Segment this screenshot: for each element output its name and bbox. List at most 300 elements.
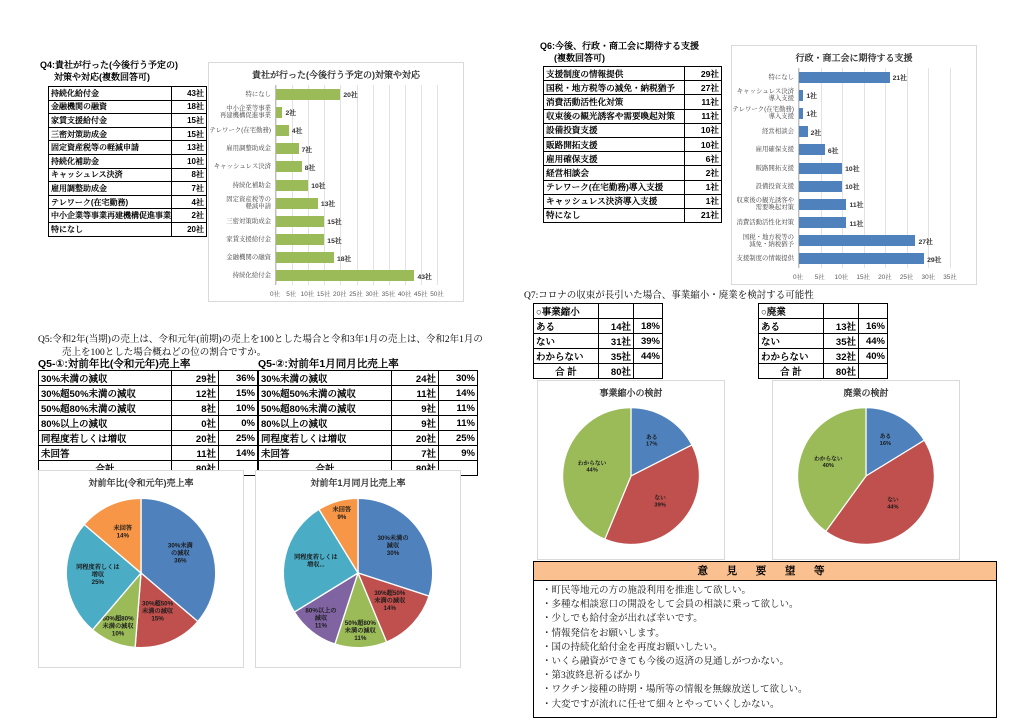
bar-category-label: 固定資産税等の 軽減申請 [226, 196, 271, 211]
q5-row-pct: 25% [439, 431, 478, 446]
q4-row-label: 特になし [49, 222, 172, 236]
bar-row [799, 177, 950, 195]
q6-row-value: 1社 [685, 180, 722, 194]
opinion-item: ・少しでも給付金が出れば幸いです。 [542, 614, 703, 625]
q6-row-label: 経営相談会 [544, 166, 685, 180]
q5-table1-row [39, 401, 258, 416]
bar-category-label: 経営相談会 [762, 128, 794, 136]
q6-bar-chart [731, 45, 977, 285]
bar-value-label: 11社 [849, 202, 864, 210]
q4-row-value: 10社 [172, 154, 207, 168]
opinion-item: ・いくら融資ができても今後の返済の見通しがつかない。 [542, 657, 790, 668]
bar-category-label: 収束後の観光誘客や 需要喚起対策 [736, 197, 794, 212]
bar [276, 180, 308, 191]
q4-table [48, 86, 207, 237]
bar-value-label: 6社 [827, 147, 839, 155]
bar [276, 234, 324, 245]
pie-slice-label: 同程度若しくは増収... [294, 554, 338, 569]
q5-table2 [258, 370, 478, 476]
bar [276, 270, 414, 281]
q7-table2-title: ○廃業 [759, 304, 824, 319]
bar-category-label: 中小企業等事業 再建機構促進事業 [219, 105, 271, 120]
bar-category-label: 特になし [768, 73, 794, 81]
pie-slice-label: 50%超80%未満の減収 10% [102, 615, 134, 638]
q7-row-label: ある [534, 319, 599, 334]
pie-slice-label: ある 16% [879, 434, 892, 447]
q5-row-count: 11社 [172, 446, 219, 461]
q7-table1-row [534, 349, 663, 364]
q4-table-title-line1: Q4:貴社が行った(今後行う予定の) [40, 60, 178, 70]
bar-row [276, 121, 437, 139]
q6-row-value: 27社 [685, 81, 722, 95]
q5-row-label: 同程度若しくは増収 [39, 431, 172, 446]
pie-slice-label: 同程度若しくは増収 25% [76, 563, 120, 586]
q6-row-value: 10社 [685, 123, 722, 137]
q7-total-empty [634, 364, 663, 379]
q4-row-label: テレワーク(在宅勤務) [49, 195, 172, 209]
bar-value-label: 1社 [806, 93, 817, 101]
opinion-item: ・大変ですが流れに任せて細々とやっていくしかない。 [542, 699, 780, 710]
q5-row-label: 50%超80%未満の減収 [39, 401, 172, 416]
x-axis-tick-label: 25社 [349, 291, 363, 298]
bar [276, 216, 324, 227]
q4-row-label: 持続化給付金 [49, 87, 172, 101]
q4-row-value: 13社 [172, 141, 207, 155]
q7-table2 [758, 303, 888, 379]
q5-row-count: 8社 [172, 401, 219, 416]
q5-table2-row [259, 386, 478, 401]
q7-table1-title-row [534, 304, 663, 319]
q6-row-value: 29社 [685, 67, 722, 81]
q5-row-pct: 11% [439, 416, 478, 431]
q4-table-row [49, 100, 207, 114]
q5-pie1-chart [38, 470, 244, 668]
q6-table-row [544, 152, 722, 166]
q5-row-count: 20社 [172, 431, 219, 446]
x-axis-tick-label: 20社 [333, 291, 347, 298]
bar [799, 199, 846, 210]
q6-chart-category-labels [732, 68, 798, 268]
pie-slice-label: わからない 44% [577, 460, 607, 474]
q4-row-value: 20社 [172, 222, 207, 236]
bar-row [276, 85, 437, 103]
q6-row-label: 消費活動活性化対策 [544, 95, 685, 109]
gridline [950, 68, 951, 268]
bar [276, 89, 340, 100]
q7-pie2-title: 廃業の検討 [843, 388, 889, 398]
q5-table1-row [39, 386, 258, 401]
q6-table-row [544, 123, 722, 137]
q5-row-count: 9社 [392, 416, 439, 431]
q4-table-title-line2: 対策や対応(複数回答可) [54, 71, 150, 82]
pie [542, 400, 720, 552]
bar-row [799, 86, 950, 104]
bar-category-label: 国税・地方税等の 減免・納税猶予 [742, 233, 794, 248]
x-axis-tick-label: 5社 [286, 291, 297, 298]
opinion-item: ・町民等地元の方の施設利用を推進して欲しい。 [542, 586, 752, 596]
bar-value-label: 15社 [327, 237, 342, 245]
q5-row-label: 30%未満の減収 [39, 371, 172, 386]
q6-row-value: 2社 [685, 166, 722, 180]
opinion-item: ・情報発信をお願いします。 [542, 628, 665, 639]
bar [276, 143, 299, 154]
bar [276, 161, 302, 172]
q4-row-label: 中小企業等事業再建機構促進事業 [49, 209, 172, 223]
bar [276, 252, 334, 263]
q4-row-value: 8社 [172, 168, 207, 182]
q7-table1 [533, 303, 663, 379]
pie-slice-label: 30%未満の減収 36% [167, 542, 193, 565]
q5-table2-row [259, 446, 478, 461]
q4-table-row [49, 195, 207, 209]
q7-pie1-chart [537, 380, 725, 560]
q7-row-count: 14社 [599, 319, 634, 334]
q4-bar-chart [208, 62, 464, 302]
q7-row-pct: 16% [859, 319, 888, 334]
q4-table-row [49, 141, 207, 155]
q7-table2-row [759, 334, 888, 349]
q7-title-empty [824, 304, 859, 319]
q4-row-label: 三密対策助成金 [49, 127, 172, 141]
opinion-item: ・多種な相談窓口の開設をして会員の相談に乗って欲しい。 [542, 600, 799, 611]
q5-intro-line1: Q5:令和2年(当期)の売上は、令和元年(前期)の売上を100とした場合と令和3年1月の売上は、令和2年1月の [38, 335, 483, 345]
q6-row-label: 設備投資支援 [544, 123, 685, 137]
q4-row-label: 持続化補助金 [49, 154, 172, 168]
q5-row-pct: 11% [439, 401, 478, 416]
q7-total-label: 合 計 [534, 364, 599, 379]
bar-value-label: 11社 [849, 220, 864, 228]
bar-value-label: 10社 [845, 166, 860, 174]
q5-table2-title: Q5-②:対前年1月同月比売上率 [258, 358, 399, 370]
q6-row-label: キャッシュレス決済導入支援 [544, 194, 685, 208]
q7-title-empty [859, 304, 888, 319]
q7-row-pct: 18% [634, 319, 663, 334]
q4-row-value: 2社 [172, 209, 207, 223]
opinion-item: ・ワクチン接種の時期・場所等の情報を無線放送して欲しい。 [542, 685, 808, 696]
q5-row-count: 9社 [392, 401, 439, 416]
bar [799, 217, 846, 228]
q4-row-label: 金融機関の融資 [49, 100, 172, 114]
pie-slice-label: 80%以上の減収 11% [305, 607, 337, 630]
q7-row-pct: 39% [634, 334, 663, 349]
q7-row-count: 13社 [824, 319, 859, 334]
x-axis-tick-label: 45社 [414, 291, 428, 298]
q5-row-count: 0社 [172, 416, 219, 431]
bar-row [799, 214, 950, 232]
bar [799, 108, 803, 119]
q6-table [543, 66, 722, 223]
bar-row [799, 141, 950, 159]
bar-row [799, 195, 950, 213]
q5-table1-title: Q5-①:対前年比(令和元年)売上率 [38, 358, 191, 370]
bar-row [276, 103, 437, 121]
q4-table-row [49, 222, 207, 236]
q5-row-pct: 15% [219, 386, 258, 401]
q4-row-value: 15社 [172, 114, 207, 128]
q6-chart-x-axis [793, 272, 957, 282]
q6-table-row [544, 208, 722, 222]
q7-title-empty [599, 304, 634, 319]
bar-value-label: 29社 [927, 256, 942, 264]
q5-row-pct: 25% [219, 431, 258, 446]
bar-row [799, 159, 950, 177]
bar-value-label: 1社 [806, 111, 817, 119]
bar [799, 144, 825, 155]
q6-table-title [540, 41, 699, 64]
q5-intro-line2: 売上を100とした場合概ねどの位の割合ですか。 [62, 347, 267, 358]
bar-value-label: 20社 [343, 92, 358, 100]
q6-table-row [544, 137, 722, 151]
x-axis-tick-label: 15社 [856, 274, 870, 281]
x-axis-tick-label: 10社 [834, 274, 849, 281]
bar-row [276, 212, 437, 230]
q6-chart-title: 行政・商工会に期待する支援 [795, 53, 913, 63]
q5-row-label: 50%超80%未満の減収 [259, 401, 392, 416]
q5-table1-row [39, 446, 258, 461]
q5-row-count: 11社 [392, 386, 439, 401]
pie-slice-label: 未回答 9% [332, 506, 352, 522]
q4-row-label: 固定資産税等の軽減申請 [49, 141, 172, 155]
q7-table2-row [759, 319, 888, 334]
q4-row-value: 4社 [172, 195, 207, 209]
q6-table-row [544, 67, 722, 81]
bar-category-label: 家賃支援給付金 [226, 236, 271, 244]
bar-category-label: 持続化給付金 [232, 272, 271, 280]
bar-category-label: 設備投資支援 [755, 182, 794, 190]
x-axis-tick-label: 25社 [899, 274, 914, 281]
bar-category-label: 雇用調整助成金 [226, 145, 271, 153]
bar [799, 163, 842, 174]
bar [276, 198, 318, 209]
bar-row [799, 123, 950, 141]
opinion-item: ・国の持続化給付金を再度お願いしたい。 [542, 642, 723, 653]
q5-row-count: 24社 [392, 371, 439, 386]
bar-category-label: 持続化補助金 [232, 181, 271, 189]
q5-row-pct: 10% [219, 401, 258, 416]
bar [799, 126, 808, 137]
q6-row-value: 11社 [685, 95, 722, 109]
q4-row-label: キャッシュレス決済 [49, 168, 172, 182]
q5-row-pct: 14% [219, 446, 258, 461]
q5-row-pct: 9% [439, 446, 478, 461]
bar-category-label: 三密対策助成金 [226, 217, 271, 225]
q6-row-label: 支援制度の情報提供 [544, 67, 685, 81]
x-axis-tick-label: 50社 [430, 291, 444, 298]
q4-table-row [49, 154, 207, 168]
q4-chart-title: 貴社が行った(今後行う予定の)対策や対応 [252, 70, 420, 80]
x-axis-tick-label: 40社 [397, 291, 412, 298]
bar-row [276, 249, 437, 267]
bar-value-label: 10社 [311, 183, 326, 191]
q7-table1-row [534, 334, 663, 349]
opinions-box [533, 561, 997, 718]
bar-row [276, 140, 437, 158]
bar-value-label: 4社 [291, 128, 303, 136]
opinion-item: ・第3波終息祈るばかり [542, 671, 642, 682]
q5-pie2-title: 対前年1月同月比売上率 [310, 478, 406, 488]
q7-table1-title: ○事業縮小 [534, 304, 599, 319]
q7-table2-row [759, 349, 888, 364]
q4-chart-category-labels [209, 85, 275, 285]
q6-table-row [544, 109, 722, 123]
q5-table1-row [39, 371, 258, 386]
q6-row-label: 販路開拓支援 [544, 137, 685, 151]
q7-total-empty [859, 364, 888, 379]
q5-row-count: 12社 [172, 386, 219, 401]
bar-row [799, 104, 950, 122]
gridline [437, 85, 438, 285]
pie [260, 490, 456, 656]
bar [799, 90, 803, 101]
bar [799, 72, 890, 83]
bar-value-label: 27社 [918, 238, 933, 246]
q4-table-row [49, 209, 207, 223]
q7-total-count: 80社 [824, 364, 859, 379]
q7-title-empty [634, 304, 663, 319]
bar-value-label: 8社 [304, 164, 316, 172]
bar-category-label: 特になし [245, 90, 271, 98]
bar-row [276, 267, 437, 285]
q4-row-value: 43社 [172, 87, 207, 101]
q4-row-label: 家賃支援給付金 [49, 114, 172, 128]
q6-row-label: 収束後の観光誘客や需要喚起対策 [544, 109, 685, 123]
pie-slice-label: 50%超80%未満の減収 11% [344, 620, 376, 643]
bar-value-label: 15社 [327, 219, 342, 227]
bar-category-label: 雇用確保支援 [755, 146, 794, 154]
q5-table2-row [259, 416, 478, 431]
bar-category-label: テレワーク(在宅勤務) 導入支援 [732, 106, 794, 121]
q5-row-count: 20社 [392, 431, 439, 446]
x-axis-tick-label: 35社 [943, 274, 957, 281]
bar-category-label: 金融機関の融資 [226, 254, 271, 262]
pie-slice-label: 30%超50%未満の減収 14% [374, 589, 406, 612]
pie [777, 400, 955, 552]
pie-slice-label: ない 39% [654, 495, 666, 509]
q6-row-label: 特になし [544, 208, 685, 222]
q6-row-label: テレワーク(在宅勤務)導入支援 [544, 180, 685, 194]
q5-row-label: 80%以上の減収 [259, 416, 392, 431]
bar-category-label: 支援制度の情報提供 [736, 255, 794, 263]
q4-chart-bars-area [275, 85, 437, 285]
q4-table-row [49, 182, 207, 196]
bar-category-label: 消費活動活性化対策 [736, 219, 794, 227]
q5-table1-row [39, 416, 258, 431]
bar [799, 235, 915, 246]
pie-slice-label: 未回答 14% [113, 524, 133, 540]
bar-row [276, 194, 437, 212]
q4-chart-plot [209, 85, 437, 285]
q5-row-label: 30%超50%未満の減収 [259, 386, 392, 401]
q5-table1 [38, 370, 258, 476]
q5-row-pct: 14% [439, 386, 478, 401]
bar [276, 125, 289, 136]
q5-table2-row [259, 431, 478, 446]
x-axis-tick-label: 0社 [270, 291, 280, 298]
q7-row-label: わからない [534, 349, 599, 364]
q6-row-label: 国税・地方税等の減免・納税猶予 [544, 81, 685, 95]
q5-row-label: 未回答 [259, 446, 392, 461]
q6-table-row [544, 95, 722, 109]
bar-category-label: テレワーク(在宅勤務) [209, 126, 271, 134]
q6-chart-plot [732, 68, 950, 268]
pie [43, 490, 239, 656]
q4-table-title [40, 60, 178, 83]
q4-row-value: 7社 [172, 182, 207, 196]
q6-table-row [544, 81, 722, 95]
bar-row [799, 68, 950, 86]
bar-row [799, 250, 950, 268]
q7-pie1-title: 事業縮小の検討 [599, 388, 663, 398]
q7-heading: Q7:コロナの収束が長引いた場合、事業縮小・廃業を検討する可能性 [524, 291, 814, 301]
q4-row-label: 雇用調整助成金 [49, 182, 172, 196]
bar [799, 253, 924, 264]
x-axis-tick-label: 30社 [921, 274, 936, 281]
q6-row-label: 雇用確保支援 [544, 152, 685, 166]
q5-table2-row [259, 371, 478, 386]
x-axis-tick-label: 0社 [793, 274, 803, 281]
q6-row-value: 6社 [685, 152, 722, 166]
bar-value-label: 10社 [845, 184, 860, 192]
bar-row [276, 158, 437, 176]
q6-row-value: 21社 [685, 208, 722, 222]
q4-table-row [49, 114, 207, 128]
q5-table2-row [259, 401, 478, 416]
q7-row-pct: 44% [634, 349, 663, 364]
x-axis-tick-label: 15社 [316, 291, 331, 298]
q7-row-label: わからない [759, 349, 824, 364]
x-axis-tick-label: 5社 [814, 274, 825, 281]
q7-row-count: 35社 [599, 349, 634, 364]
q5-row-count: 29社 [172, 371, 219, 386]
bar-value-label: 2社 [285, 110, 297, 118]
bar-row [276, 176, 437, 194]
q7-row-pct: 40% [859, 349, 888, 364]
q5-row-label: 30%未満の減収 [259, 371, 392, 386]
bar-value-label: 43社 [417, 273, 432, 281]
q7-table2-total-row [759, 364, 888, 379]
q5-row-pct: 30% [439, 371, 478, 386]
q5-row-pct: 0% [219, 416, 258, 431]
bar [276, 107, 282, 118]
q7-row-count: 32社 [824, 349, 859, 364]
bar-category-label: キャッシュレス決済 導入支援 [736, 88, 794, 103]
bar-value-label: 2社 [810, 129, 822, 137]
bar-category-label: 販路開拓支援 [755, 164, 794, 172]
x-axis-tick-label: 30社 [365, 291, 379, 298]
q4-table-row [49, 87, 207, 101]
bar-category-label: キャッシュレス決済 [213, 163, 271, 171]
q6-table-title-line2: (複数回答可) [554, 52, 605, 63]
q5-row-label: 30%超50%未満の減収 [39, 386, 172, 401]
q7-row-count: 31社 [599, 334, 634, 349]
q7-row-label: ない [759, 334, 824, 349]
q5-row-label: 同程度若しくは増収 [259, 431, 392, 446]
bar-value-label: 7社 [301, 146, 313, 154]
q7-pie2-chart [772, 380, 960, 560]
q6-table-row [544, 166, 722, 180]
q6-table-row [544, 194, 722, 208]
q4-table-row [49, 168, 207, 182]
q7-total-count: 80社 [599, 364, 634, 379]
q7-row-count: 35社 [824, 334, 859, 349]
bar-row [276, 231, 437, 249]
q7-row-pct: 44% [859, 334, 888, 349]
q4-row-value: 18社 [172, 100, 207, 114]
q5-pie1-title: 対前年比(令和元年)売上率 [88, 478, 194, 488]
bar-value-label: 18社 [336, 255, 352, 263]
x-axis-tick-label: 35社 [381, 291, 396, 298]
q7-total-label: 合 計 [759, 364, 824, 379]
